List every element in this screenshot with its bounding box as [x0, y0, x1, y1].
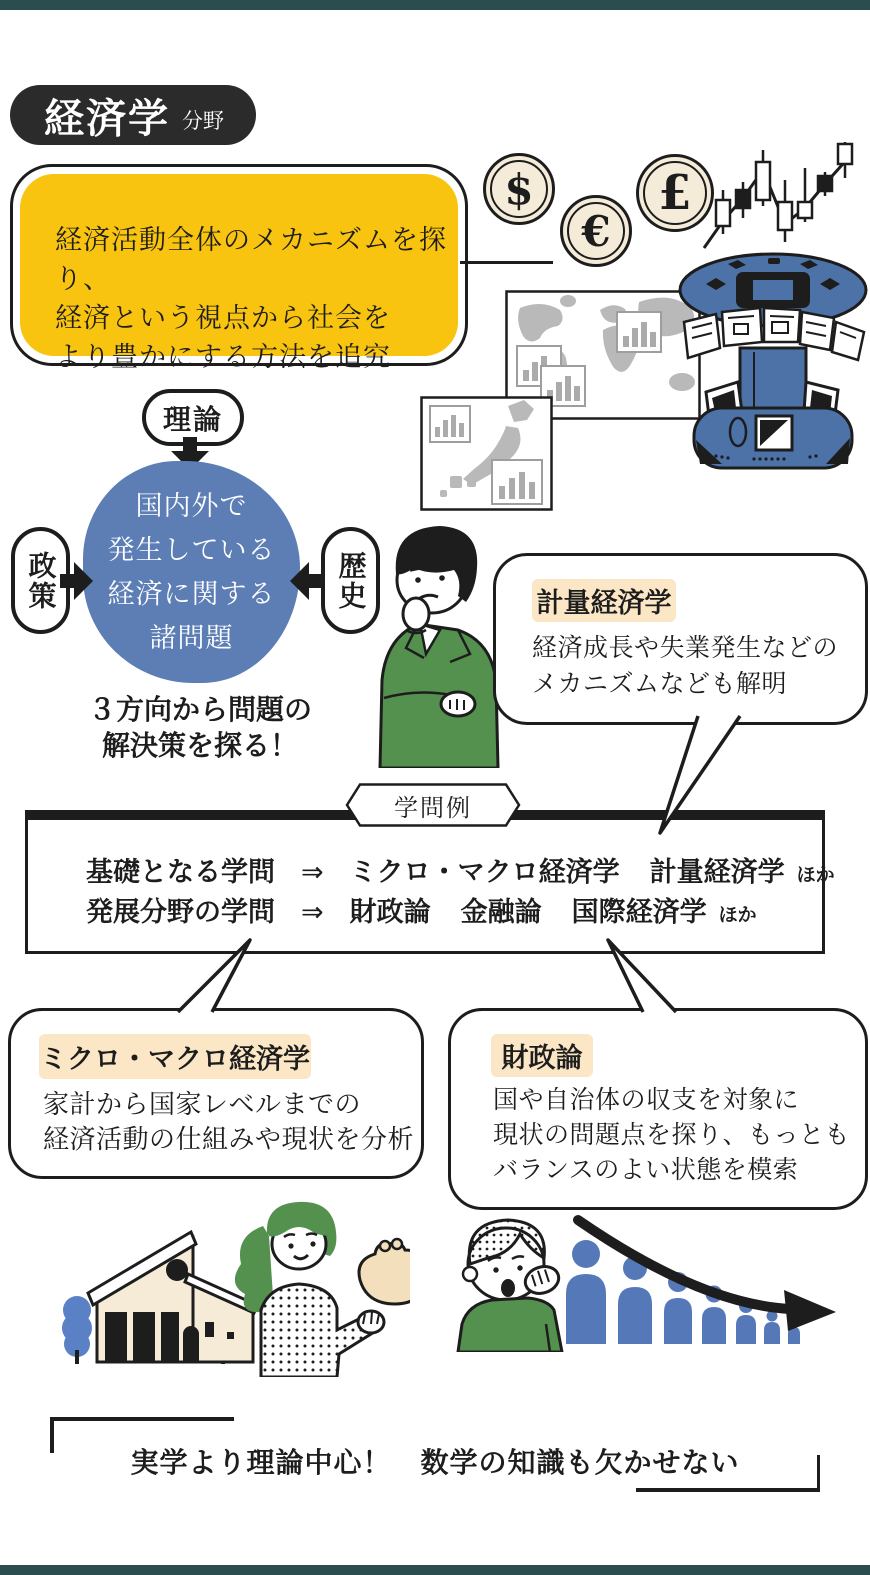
euro-coin-icon: €: [560, 195, 632, 267]
econometrics-text: 経済成長や失業発生などの メカニズムなども解明: [532, 634, 839, 698]
arrow-left-icon: [290, 562, 323, 600]
footer-note: 実学より理論中心！ 数学の知識も欠かせない: [130, 1447, 740, 1478]
ticker-machine-icon: [676, 250, 870, 475]
econometrics-label: 計量経済学: [532, 579, 676, 622]
candlestick-chart-icon: [700, 136, 870, 254]
micro-macro-bubble-tail: [165, 930, 260, 1020]
public-finance-text: 国や自治体の収支を対象に 現状の問題点を探り、もっとも バランスのよい状態を模索: [493, 1086, 851, 1184]
woman-with-purse-icon: [235, 1202, 410, 1377]
public-finance-bubble-tail: [590, 930, 690, 1020]
thinking-person-icon: [366, 518, 506, 768]
double-arrow-icon: ⇒: [301, 857, 324, 887]
page-title: 経済学: [44, 96, 170, 141]
page-title-suffix: 分野: [182, 110, 224, 133]
examples-row-basic: 基礎となる学問 ⇒ ミクロ・マクロ経済学 計量経済学 ほか: [86, 857, 835, 887]
public-finance-label: 財政論: [491, 1034, 593, 1077]
arrow-right-icon: [60, 562, 93, 600]
examples-banner: 学問例: [345, 782, 521, 828]
quote-bracket-bottom-right-v: [817, 1455, 821, 1492]
population-decline-scene-icon: [450, 1212, 840, 1352]
quote-bracket-top-left: [50, 1417, 234, 1421]
japan-map-icon: [420, 396, 553, 511]
intro-text: 経済活動全体のメカニズムを探り、 経済という視点から社会を より豊かにする方法を追究: [55, 225, 447, 372]
bottom-frame-bar: [0, 1565, 870, 1575]
quote-bracket-bottom-right: [636, 1488, 820, 1492]
examples-row-advanced: 発展分野の学問 ⇒ 財政論 金融論 国際経済学 ほか: [86, 897, 757, 927]
tree-icon: [62, 1296, 92, 1364]
label-history: 歴史: [321, 527, 380, 634]
label-theory: 理論: [142, 389, 244, 446]
diagram-caption: ３方向から問題の 解決策を探る！: [87, 694, 312, 761]
bubble-public-finance: [448, 1008, 868, 1210]
house-icon: [88, 1232, 257, 1362]
micro-macro-label: ミクロ・マクロ経済学: [39, 1034, 311, 1079]
bubble-econometrics: [493, 553, 868, 725]
household-scene-icon: [55, 1192, 410, 1377]
title-badge: [10, 85, 256, 145]
intro-connector-line: [460, 261, 553, 264]
econometrics-bubble-tail: [640, 712, 750, 842]
bubble-micro-macro: [8, 1008, 424, 1179]
intro-box: [10, 164, 468, 372]
worried-person-icon: [458, 1220, 562, 1352]
top-frame-bar: [0, 0, 870, 10]
dollar-coin-icon: $: [483, 153, 555, 225]
double-arrow-icon: ⇒: [301, 897, 324, 927]
declining-figures-icon: [566, 1240, 800, 1344]
problem-blob: 国内外で 発生している 経済に関する 諸問題: [83, 461, 300, 683]
label-policy: 政策: [11, 527, 70, 634]
pound-coin-icon: £: [636, 154, 714, 232]
micro-macro-text: 家計から国家レベルまでの 経済活動の仕組みや現状を分析: [43, 1089, 415, 1154]
